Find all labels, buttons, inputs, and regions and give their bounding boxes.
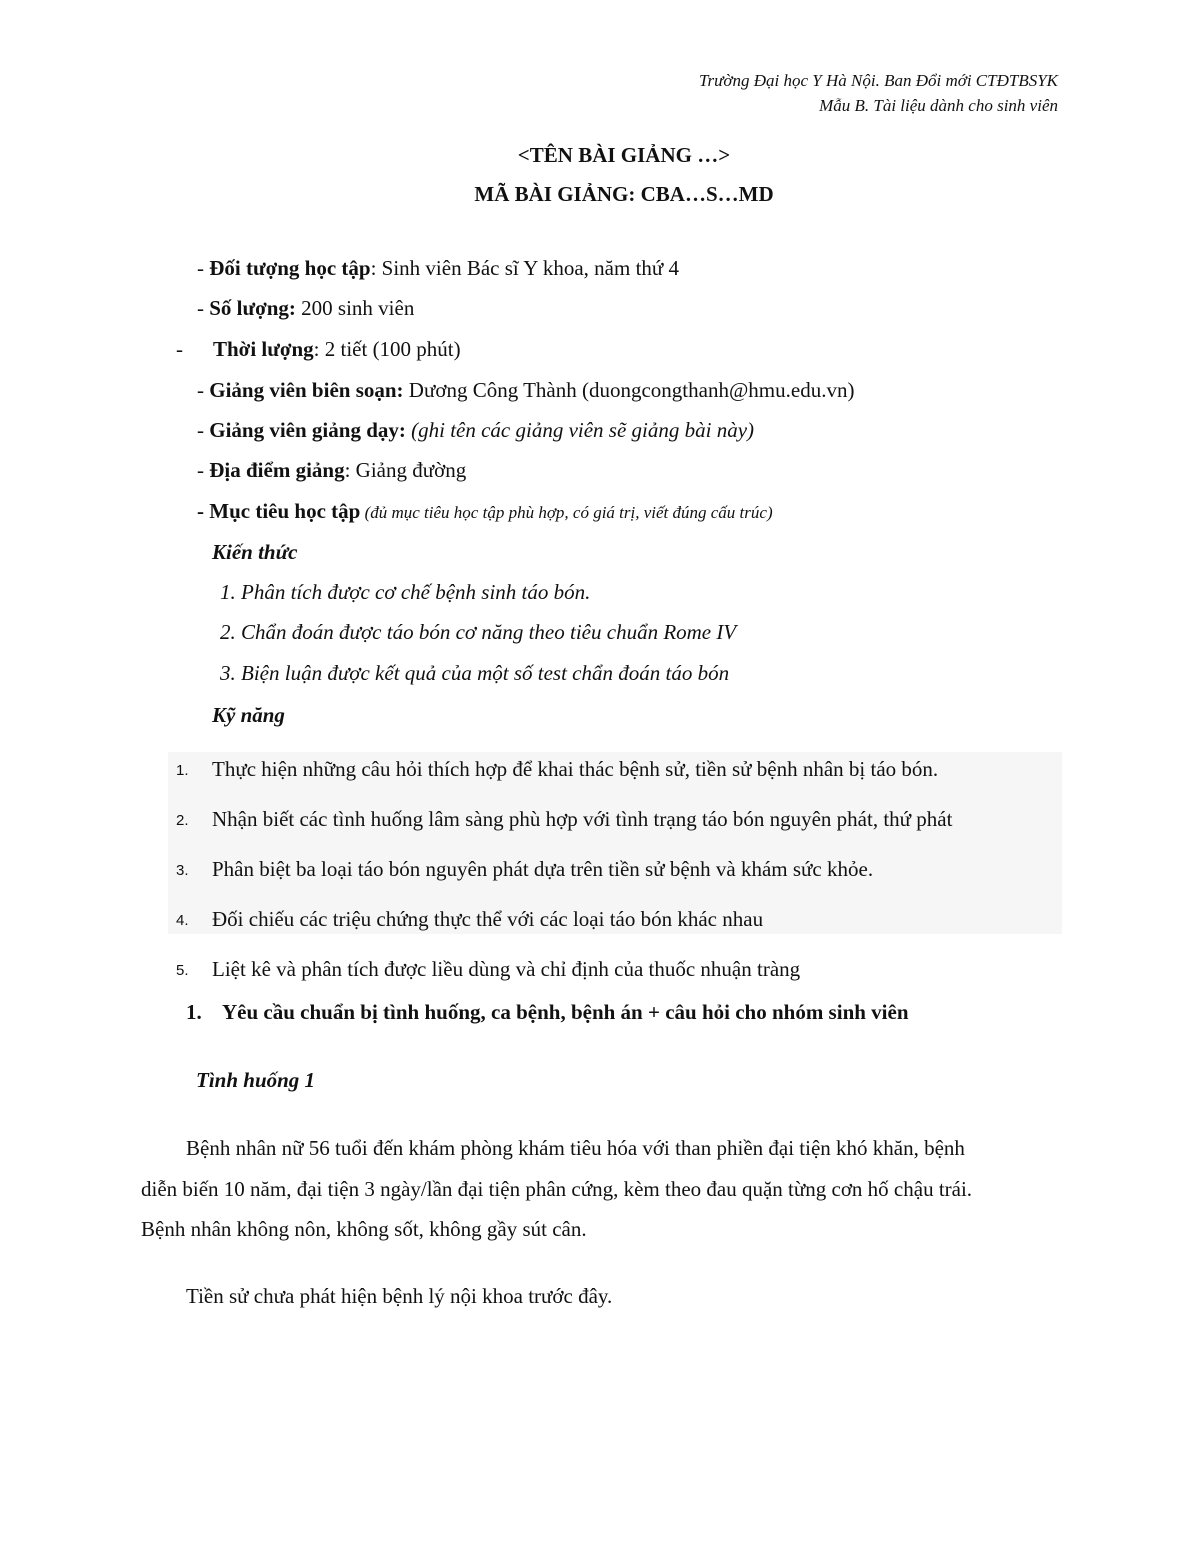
info-teacher: - Giảng viên giảng dạy: (ghi tên các giảng viên sẽ giảng bài này) bbox=[197, 418, 755, 442]
info-quantity-value: 200 sinh viên bbox=[295, 296, 415, 320]
info-objectives-note: (đủ mục tiêu học tập phù hợp, có giá trị, viết đúng cấu trúc) bbox=[360, 503, 773, 522]
header-line-2: Mẫu B. Tài liệu dành cho sinh viên bbox=[819, 96, 1058, 115]
info-teacher-value: (ghi tên các giảng viên sẽ giảng bài này) bbox=[405, 418, 755, 442]
info-duration-dash: - bbox=[176, 337, 183, 361]
info-objectives-label: Mục tiêu học tập bbox=[209, 499, 361, 523]
info-target: - Đối tượng học tập: Sinh viên Bác sĩ Y khoa, năm thứ 4 bbox=[197, 256, 680, 280]
header-line-1: Trường Đại học Y Hà Nội. Ban Đổi mới CTĐTBSYK bbox=[699, 71, 1058, 90]
skills-item-number: 3. bbox=[176, 862, 189, 879]
info-target-label: Đối tượng học tập bbox=[209, 256, 371, 280]
info-location-value: : Giảng đường bbox=[344, 458, 467, 482]
knowledge-item: 3. Biện luận được kết quả của một số test chẩn đoán táo bón bbox=[220, 661, 730, 685]
info-objectives: - Mục tiêu học tập (đủ mục tiêu học tập phù hợp, có giá trị, viết đúng cấu trúc) bbox=[197, 499, 773, 523]
skills-item: Nhận biết các tình huống lâm sàng phù hợp với tình trạng táo bón nguyên phát, thứ phát bbox=[212, 807, 953, 831]
case-1-heading: Tình huống 1 bbox=[196, 1068, 316, 1092]
skills-item: Thực hiện những câu hỏi thích hợp để khai thác bệnh sử, tiền sử bệnh nhân bị táo bón. bbox=[212, 757, 939, 781]
skills-heading: Kỹ năng bbox=[212, 703, 285, 727]
skills-item-number: 5. bbox=[176, 962, 189, 979]
lecture-code-title: MÃ BÀI GIẢNG: CBA…S…MD bbox=[474, 182, 774, 206]
case-1-history: Tiền sử chưa phát hiện bệnh lý nội khoa trước đây. bbox=[186, 1284, 613, 1308]
info-author: - Giảng viên biên soạn: Dương Công Thành (duongcongthanh@hmu.edu.vn) bbox=[197, 378, 855, 402]
lecture-name-title: <TÊN BÀI GIẢNG …> bbox=[517, 143, 731, 167]
skills-item-number: 4. bbox=[176, 912, 189, 929]
info-quantity: - Số lượng: 200 sinh viên bbox=[197, 296, 415, 320]
section-1-number: 1. bbox=[186, 1000, 202, 1024]
case-1-paragraph-line: Bệnh nhân nữ 56 tuổi đến khám phòng khám tiêu hóa với than phiền đại tiện khó khăn, bệnh bbox=[186, 1136, 965, 1160]
case-1-paragraph-line: diễn biến 10 năm, đại tiện 3 ngày/lần đại tiện phân cứng, kèm theo đau quặn từng cơn hố chậu trái. bbox=[141, 1177, 973, 1201]
info-duration-label: Thời lượng bbox=[213, 337, 314, 361]
case-1-paragraph-line: Bệnh nhân không nôn, không sốt, không gầy sút cân. bbox=[141, 1217, 587, 1241]
knowledge-item: 1. Phân tích được cơ chế bệnh sinh táo bón. bbox=[220, 580, 591, 604]
info-quantity-label: Số lượng: bbox=[209, 296, 296, 320]
skills-item-number: 1. bbox=[176, 762, 189, 779]
info-author-value: Dương Công Thành (duongcongthanh@hmu.edu.vn) bbox=[403, 378, 855, 402]
knowledge-item: 2. Chẩn đoán được táo bón cơ năng theo tiêu chuẩn Rome IV bbox=[220, 620, 737, 644]
info-target-value: : Sinh viên Bác sĩ Y khoa, năm thứ 4 bbox=[370, 256, 680, 280]
info-duration-value: : 2 tiết (100 phút) bbox=[313, 337, 461, 361]
info-location-label: Địa điểm giảng bbox=[209, 458, 345, 482]
knowledge-heading: Kiến thức bbox=[212, 540, 298, 564]
info-duration bbox=[213, 339, 461, 360]
skills-item: Đối chiếu các triệu chứng thực thể với các loại táo bón khác nhau bbox=[212, 907, 764, 931]
skills-item-number: 2. bbox=[176, 812, 189, 829]
info-teacher-label: Giảng viên giảng dạy: bbox=[209, 418, 406, 442]
section-1-title: Yêu cầu chuẩn bị tình huống, ca bệnh, bệnh án + câu hỏi cho nhóm sinh viên bbox=[222, 1000, 909, 1024]
info-author-label: Giảng viên biên soạn: bbox=[209, 378, 404, 402]
info-location: - Địa điểm giảng: Giảng đường bbox=[197, 458, 467, 482]
skills-item: Liệt kê và phân tích được liều dùng và chỉ định của thuốc nhuận tràng bbox=[212, 957, 801, 981]
skills-item: Phân biệt ba loại táo bón nguyên phát dựa trên tiền sử bệnh và khám sức khỏe. bbox=[212, 857, 874, 881]
